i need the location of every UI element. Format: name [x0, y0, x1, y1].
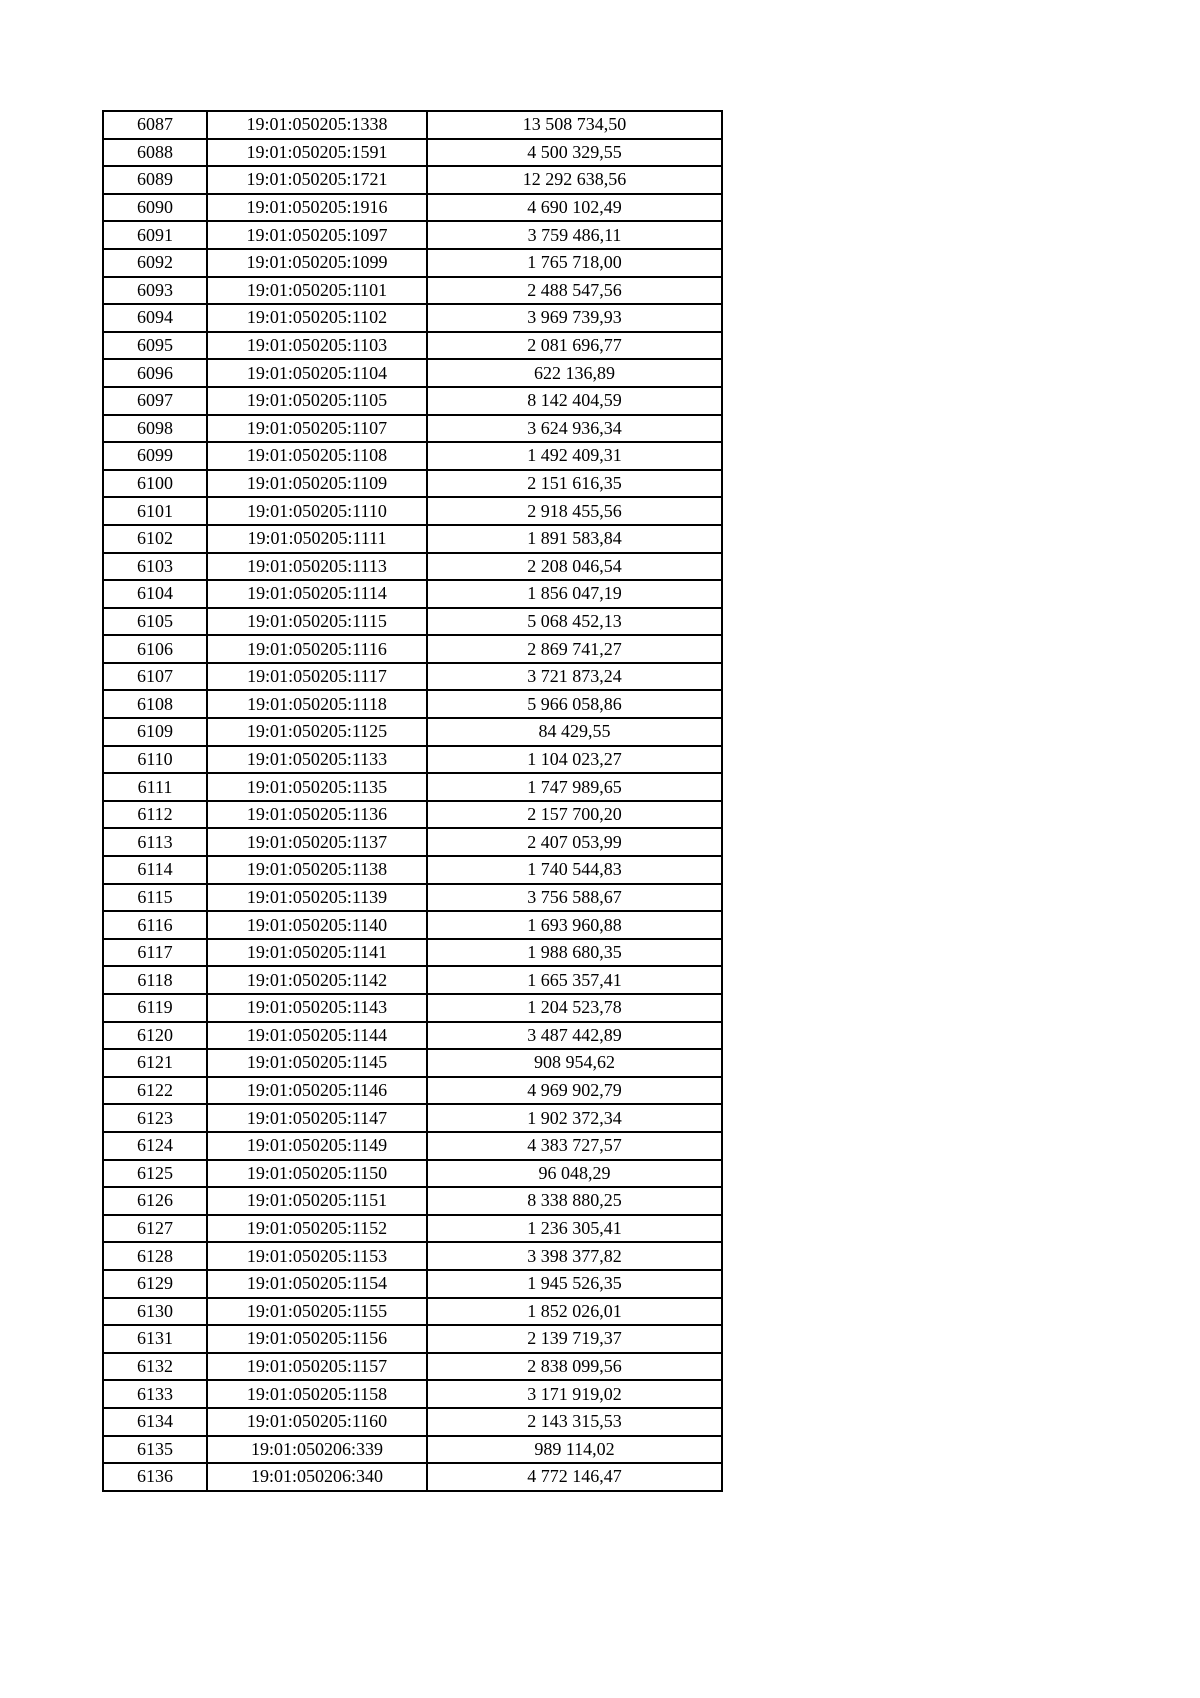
cadastral-value-cell: 1 204 523,78 — [427, 994, 722, 1022]
cadastral-value-cell: 2 143 315,53 — [427, 1408, 722, 1436]
table-row — [103, 1104, 722, 1132]
row-number-cell: 6126 — [103, 1187, 207, 1215]
cadastral-value-cell: 4 690 102,49 — [427, 194, 722, 222]
table-row — [103, 387, 722, 415]
cadastral-number-cell: 19:01:050205:1146 — [207, 1077, 427, 1105]
row-number-cell: 6089 — [103, 166, 207, 194]
table-row — [103, 635, 722, 663]
row-number-cell: 6108 — [103, 690, 207, 718]
cadastral-value-cell: 1 765 718,00 — [427, 249, 722, 277]
row-number-cell: 6133 — [103, 1380, 207, 1408]
row-number-cell: 6106 — [103, 635, 207, 663]
row-number-cell: 6114 — [103, 856, 207, 884]
table-row — [103, 470, 722, 498]
cadastral-number-cell: 19:01:050205:1152 — [207, 1215, 427, 1243]
cadastral-number-cell: 19:01:050205:1138 — [207, 856, 427, 884]
row-number-cell: 6109 — [103, 718, 207, 746]
table-row — [103, 663, 722, 691]
table-row — [103, 139, 722, 167]
table-row — [103, 580, 722, 608]
table-row — [103, 773, 722, 801]
cadastral-value-cell: 2 139 719,37 — [427, 1325, 722, 1353]
cadastral-number-cell: 19:01:050205:1115 — [207, 608, 427, 636]
cadastral-number-cell: 19:01:050205:1103 — [207, 332, 427, 360]
table-row — [103, 1436, 722, 1464]
table-row — [103, 1270, 722, 1298]
cadastral-number-cell: 19:01:050205:1591 — [207, 139, 427, 167]
cadastral-value-cell: 2 918 455,56 — [427, 497, 722, 525]
cadastral-value-cell: 2 081 696,77 — [427, 332, 722, 360]
cadastral-value-cell: 1 852 026,01 — [427, 1298, 722, 1326]
cadastral-value-cell: 1 747 989,65 — [427, 773, 722, 801]
cadastral-number-cell: 19:01:050205:1114 — [207, 580, 427, 608]
table-row — [103, 746, 722, 774]
row-number-cell: 6094 — [103, 304, 207, 332]
cadastral-number-cell: 19:01:050205:1108 — [207, 442, 427, 470]
row-number-cell: 6096 — [103, 359, 207, 387]
row-number-cell: 6115 — [103, 884, 207, 912]
cadastral-value-cell: 2 157 700,20 — [427, 801, 722, 829]
cadastral-value-table — [102, 110, 723, 1492]
table-row — [103, 911, 722, 939]
cadastral-number-cell: 19:01:050205:1111 — [207, 525, 427, 553]
table-row — [103, 608, 722, 636]
cadastral-value-cell: 2 208 046,54 — [427, 553, 722, 581]
row-number-cell: 6121 — [103, 1049, 207, 1077]
cadastral-value-cell: 3 624 936,34 — [427, 415, 722, 443]
cadastral-value-cell: 4 383 727,57 — [427, 1132, 722, 1160]
cadastral-number-cell: 19:01:050205:1157 — [207, 1353, 427, 1381]
table-row — [103, 277, 722, 305]
cadastral-number-cell: 19:01:050206:339 — [207, 1436, 427, 1464]
table-row — [103, 801, 722, 829]
row-number-cell: 6134 — [103, 1408, 207, 1436]
row-number-cell: 6092 — [103, 249, 207, 277]
cadastral-number-cell: 19:01:050206:340 — [207, 1463, 427, 1491]
row-number-cell: 6136 — [103, 1463, 207, 1491]
row-number-cell: 6120 — [103, 1022, 207, 1050]
cadastral-number-cell: 19:01:050205:1104 — [207, 359, 427, 387]
table-row — [103, 111, 722, 139]
cadastral-number-cell: 19:01:050205:1107 — [207, 415, 427, 443]
row-number-cell: 6088 — [103, 139, 207, 167]
table-row — [103, 1215, 722, 1243]
table-row — [103, 359, 722, 387]
row-number-cell: 6103 — [103, 553, 207, 581]
row-number-cell: 6117 — [103, 939, 207, 967]
row-number-cell: 6110 — [103, 746, 207, 774]
cadastral-number-cell: 19:01:050205:1097 — [207, 221, 427, 249]
row-number-cell: 6099 — [103, 442, 207, 470]
row-number-cell: 6087 — [103, 111, 207, 139]
cadastral-value-cell: 622 136,89 — [427, 359, 722, 387]
row-number-cell: 6104 — [103, 580, 207, 608]
table-row — [103, 1353, 722, 1381]
cadastral-number-cell: 19:01:050205:1156 — [207, 1325, 427, 1353]
cadastral-value-cell: 1 891 583,84 — [427, 525, 722, 553]
cadastral-number-cell: 19:01:050205:1151 — [207, 1187, 427, 1215]
cadastral-value-cell: 3 759 486,11 — [427, 221, 722, 249]
cadastral-value-cell: 1 945 526,35 — [427, 1270, 722, 1298]
table-row — [103, 166, 722, 194]
row-number-cell: 6100 — [103, 470, 207, 498]
table-row — [103, 221, 722, 249]
cadastral-number-cell: 19:01:050205:1102 — [207, 304, 427, 332]
table-row — [103, 1132, 722, 1160]
table-row — [103, 884, 722, 912]
table-row — [103, 1077, 722, 1105]
row-number-cell: 6135 — [103, 1436, 207, 1464]
table-row — [103, 497, 722, 525]
cadastral-value-cell: 3 487 442,89 — [427, 1022, 722, 1050]
table-row — [103, 966, 722, 994]
row-number-cell: 6116 — [103, 911, 207, 939]
row-number-cell: 6105 — [103, 608, 207, 636]
cadastral-number-cell: 19:01:050205:1133 — [207, 746, 427, 774]
row-number-cell: 6125 — [103, 1160, 207, 1188]
cadastral-value-cell: 989 114,02 — [427, 1436, 722, 1464]
table-row — [103, 1408, 722, 1436]
cadastral-number-cell: 19:01:050205:1118 — [207, 690, 427, 718]
cadastral-number-cell: 19:01:050205:1099 — [207, 249, 427, 277]
table-row — [103, 690, 722, 718]
row-number-cell: 6124 — [103, 1132, 207, 1160]
cadastral-value-cell: 1 236 305,41 — [427, 1215, 722, 1243]
table-row — [103, 939, 722, 967]
cadastral-value-cell: 8 142 404,59 — [427, 387, 722, 415]
table-row — [103, 994, 722, 1022]
cadastral-value-cell: 1 104 023,27 — [427, 746, 722, 774]
cadastral-number-cell: 19:01:050205:1113 — [207, 553, 427, 581]
table-row — [103, 249, 722, 277]
row-number-cell: 6118 — [103, 966, 207, 994]
cadastral-number-cell: 19:01:050205:1105 — [207, 387, 427, 415]
cadastral-number-cell: 19:01:050205:1150 — [207, 1160, 427, 1188]
table-row — [103, 442, 722, 470]
cadastral-value-cell: 3 756 588,67 — [427, 884, 722, 912]
cadastral-value-cell: 2 151 616,35 — [427, 470, 722, 498]
cadastral-number-cell: 19:01:050205:1140 — [207, 911, 427, 939]
cadastral-value-cell: 3 969 739,93 — [427, 304, 722, 332]
row-number-cell: 6129 — [103, 1270, 207, 1298]
table-row — [103, 1022, 722, 1050]
table-row — [103, 1242, 722, 1270]
cadastral-number-cell: 19:01:050205:1109 — [207, 470, 427, 498]
table-row — [103, 1380, 722, 1408]
row-number-cell: 6130 — [103, 1298, 207, 1326]
table-row — [103, 856, 722, 884]
cadastral-value-cell: 8 338 880,25 — [427, 1187, 722, 1215]
table-row — [103, 332, 722, 360]
cadastral-number-cell: 19:01:050205:1142 — [207, 966, 427, 994]
cadastral-number-cell: 19:01:050205:1154 — [207, 1270, 427, 1298]
row-number-cell: 6098 — [103, 415, 207, 443]
cadastral-value-cell: 3 171 919,02 — [427, 1380, 722, 1408]
cadastral-value-cell: 2 488 547,56 — [427, 277, 722, 305]
table-row — [103, 553, 722, 581]
cadastral-number-cell: 19:01:050205:1137 — [207, 828, 427, 856]
cadastral-number-cell: 19:01:050205:1149 — [207, 1132, 427, 1160]
cadastral-value-cell: 13 508 734,50 — [427, 111, 722, 139]
table-row — [103, 1325, 722, 1353]
cadastral-value-cell: 2 869 741,27 — [427, 635, 722, 663]
row-number-cell: 6122 — [103, 1077, 207, 1105]
table-row — [103, 1298, 722, 1326]
cadastral-number-cell: 19:01:050205:1338 — [207, 111, 427, 139]
cadastral-value-cell: 1 740 544,83 — [427, 856, 722, 884]
cadastral-number-cell: 19:01:050205:1135 — [207, 773, 427, 801]
cadastral-value-cell: 4 969 902,79 — [427, 1077, 722, 1105]
row-number-cell: 6102 — [103, 525, 207, 553]
cadastral-value-cell: 1 902 372,34 — [427, 1104, 722, 1132]
cadastral-value-cell: 1 665 357,41 — [427, 966, 722, 994]
row-number-cell: 6112 — [103, 801, 207, 829]
cadastral-value-cell: 2 838 099,56 — [427, 1353, 722, 1381]
cadastral-number-cell: 19:01:050205:1141 — [207, 939, 427, 967]
row-number-cell: 6093 — [103, 277, 207, 305]
table-row — [103, 415, 722, 443]
table-row — [103, 718, 722, 746]
cadastral-value-cell: 5 068 452,13 — [427, 608, 722, 636]
table-row — [103, 1049, 722, 1077]
cadastral-value-cell: 96 048,29 — [427, 1160, 722, 1188]
cadastral-number-cell: 19:01:050205:1139 — [207, 884, 427, 912]
row-number-cell: 6131 — [103, 1325, 207, 1353]
row-number-cell: 6127 — [103, 1215, 207, 1243]
cadastral-value-cell: 3 398 377,82 — [427, 1242, 722, 1270]
cadastral-value-cell: 1 693 960,88 — [427, 911, 722, 939]
cadastral-value-cell: 4 500 329,55 — [427, 139, 722, 167]
table-row — [103, 194, 722, 222]
cadastral-value-cell: 1 988 680,35 — [427, 939, 722, 967]
table-row — [103, 525, 722, 553]
cadastral-value-cell: 4 772 146,47 — [427, 1463, 722, 1491]
cadastral-number-cell: 19:01:050205:1136 — [207, 801, 427, 829]
table-row — [103, 1463, 722, 1491]
row-number-cell: 6111 — [103, 773, 207, 801]
row-number-cell: 6128 — [103, 1242, 207, 1270]
cadastral-value-cell: 3 721 873,24 — [427, 663, 722, 691]
row-number-cell: 6090 — [103, 194, 207, 222]
cadastral-number-cell: 19:01:050205:1110 — [207, 497, 427, 525]
row-number-cell: 6123 — [103, 1104, 207, 1132]
row-number-cell: 6132 — [103, 1353, 207, 1381]
table-body — [103, 111, 722, 1491]
cadastral-number-cell: 19:01:050205:1721 — [207, 166, 427, 194]
table-row — [103, 1187, 722, 1215]
row-number-cell: 6095 — [103, 332, 207, 360]
row-number-cell: 6119 — [103, 994, 207, 1022]
cadastral-value-cell: 84 429,55 — [427, 718, 722, 746]
row-number-cell: 6113 — [103, 828, 207, 856]
table-row — [103, 1160, 722, 1188]
row-number-cell: 6107 — [103, 663, 207, 691]
row-number-cell: 6091 — [103, 221, 207, 249]
cadastral-number-cell: 19:01:050205:1101 — [207, 277, 427, 305]
cadastral-value-cell: 1 856 047,19 — [427, 580, 722, 608]
cadastral-value-cell: 5 966 058,86 — [427, 690, 722, 718]
cadastral-number-cell: 19:01:050205:1153 — [207, 1242, 427, 1270]
cadastral-number-cell: 19:01:050205:1160 — [207, 1408, 427, 1436]
row-number-cell: 6101 — [103, 497, 207, 525]
cadastral-number-cell: 19:01:050205:1117 — [207, 663, 427, 691]
cadastral-number-cell: 19:01:050205:1158 — [207, 1380, 427, 1408]
cadastral-value-cell: 1 492 409,31 — [427, 442, 722, 470]
cadastral-number-cell: 19:01:050205:1916 — [207, 194, 427, 222]
cadastral-number-cell: 19:01:050205:1125 — [207, 718, 427, 746]
row-number-cell: 6097 — [103, 387, 207, 415]
cadastral-value-cell: 12 292 638,56 — [427, 166, 722, 194]
cadastral-number-cell: 19:01:050205:1144 — [207, 1022, 427, 1050]
cadastral-number-cell: 19:01:050205:1155 — [207, 1298, 427, 1326]
cadastral-number-cell: 19:01:050205:1143 — [207, 994, 427, 1022]
table-row — [103, 828, 722, 856]
table-row — [103, 304, 722, 332]
cadastral-value-cell: 2 407 053,99 — [427, 828, 722, 856]
cadastral-number-cell: 19:01:050205:1116 — [207, 635, 427, 663]
cadastral-number-cell: 19:01:050205:1145 — [207, 1049, 427, 1077]
cadastral-number-cell: 19:01:050205:1147 — [207, 1104, 427, 1132]
cadastral-value-cell: 908 954,62 — [427, 1049, 722, 1077]
